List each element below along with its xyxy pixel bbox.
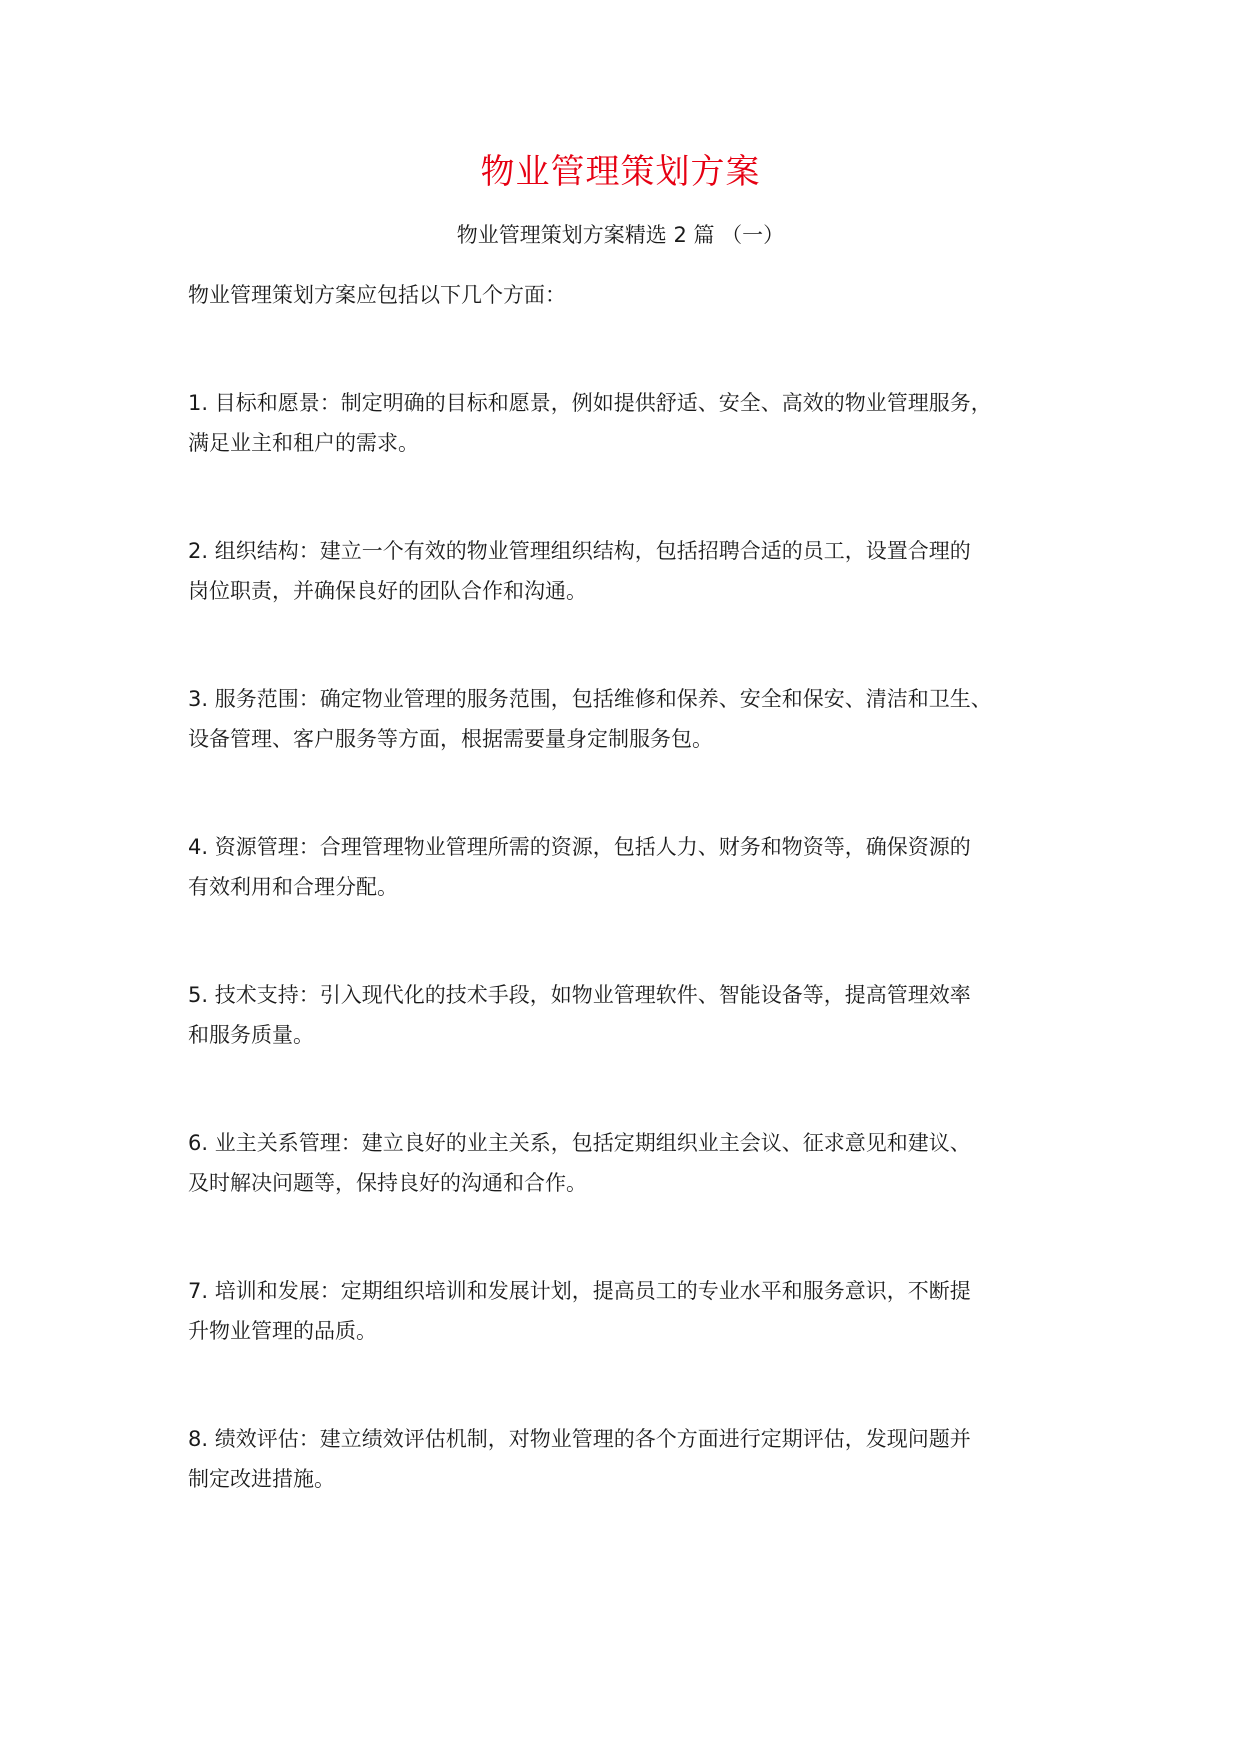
list-item xyxy=(188,827,1088,907)
item-line: 岗位职责，并确保良好的团队合作和沟通。 xyxy=(188,579,587,603)
item-line: 5. 技术支持：引入现代化的技术手段，如物业管理软件、智能设备等，提高管理效率 xyxy=(188,983,971,1007)
item-line: 满足业主和租户的需求。 xyxy=(188,431,419,455)
item-line: 2. 组织结构：建立一个有效的物业管理组织结构，包括招聘合适的员工，设置合理的 xyxy=(188,539,971,563)
list-item xyxy=(188,1271,1088,1351)
list-item xyxy=(188,975,1088,1055)
list-item xyxy=(188,679,1088,759)
item-line: 6. 业主关系管理：建立良好的业主关系，包括定期组织业主会议、征求意见和建议、 xyxy=(188,1131,971,1155)
intro-paragraph: 物业管理策划方案应包括以下几个方面： xyxy=(188,283,566,307)
item-line: 有效利用和合理分配。 xyxy=(188,875,398,899)
item-line: 8. 绩效评估：建立绩效评估机制，对物业管理的各个方面进行定期评估，发现问题并 xyxy=(188,1427,971,1451)
item-line: 制定改进措施。 xyxy=(188,1467,335,1491)
list-item xyxy=(188,1123,1088,1203)
item-line: 及时解决问题等，保持良好的沟通和合作。 xyxy=(188,1171,587,1195)
list-item xyxy=(188,383,1088,463)
item-line: 1. 目标和愿景：制定明确的目标和愿景，例如提供舒适、安全、高效的物业管理服务， xyxy=(188,391,992,415)
item-line: 3. 服务范围：确定物业管理的服务范围，包括维修和保养、安全和保安、清洁和卫生、 xyxy=(188,687,992,711)
item-line: 4. 资源管理：合理管理物业管理所需的资源，包括人力、财务和物资等，确保资源的 xyxy=(188,835,971,859)
document-title: 物业管理策划方案 xyxy=(480,152,761,192)
list-item xyxy=(188,1419,1088,1499)
item-line: 和服务质量。 xyxy=(188,1023,314,1047)
item-list xyxy=(188,383,1088,1567)
item-line: 7. 培训和发展：定期组织培训和发展计划，提高员工的专业水平和服务意识，不断提 xyxy=(188,1279,971,1303)
list-item xyxy=(188,531,1088,611)
document-subtitle: 物业管理策划方案精选 2 篇 （一） xyxy=(456,223,785,247)
item-line: 升物业管理的品质。 xyxy=(188,1319,377,1343)
item-line: 设备管理、客户服务等方面，根据需要量身定制服务包。 xyxy=(188,727,713,751)
